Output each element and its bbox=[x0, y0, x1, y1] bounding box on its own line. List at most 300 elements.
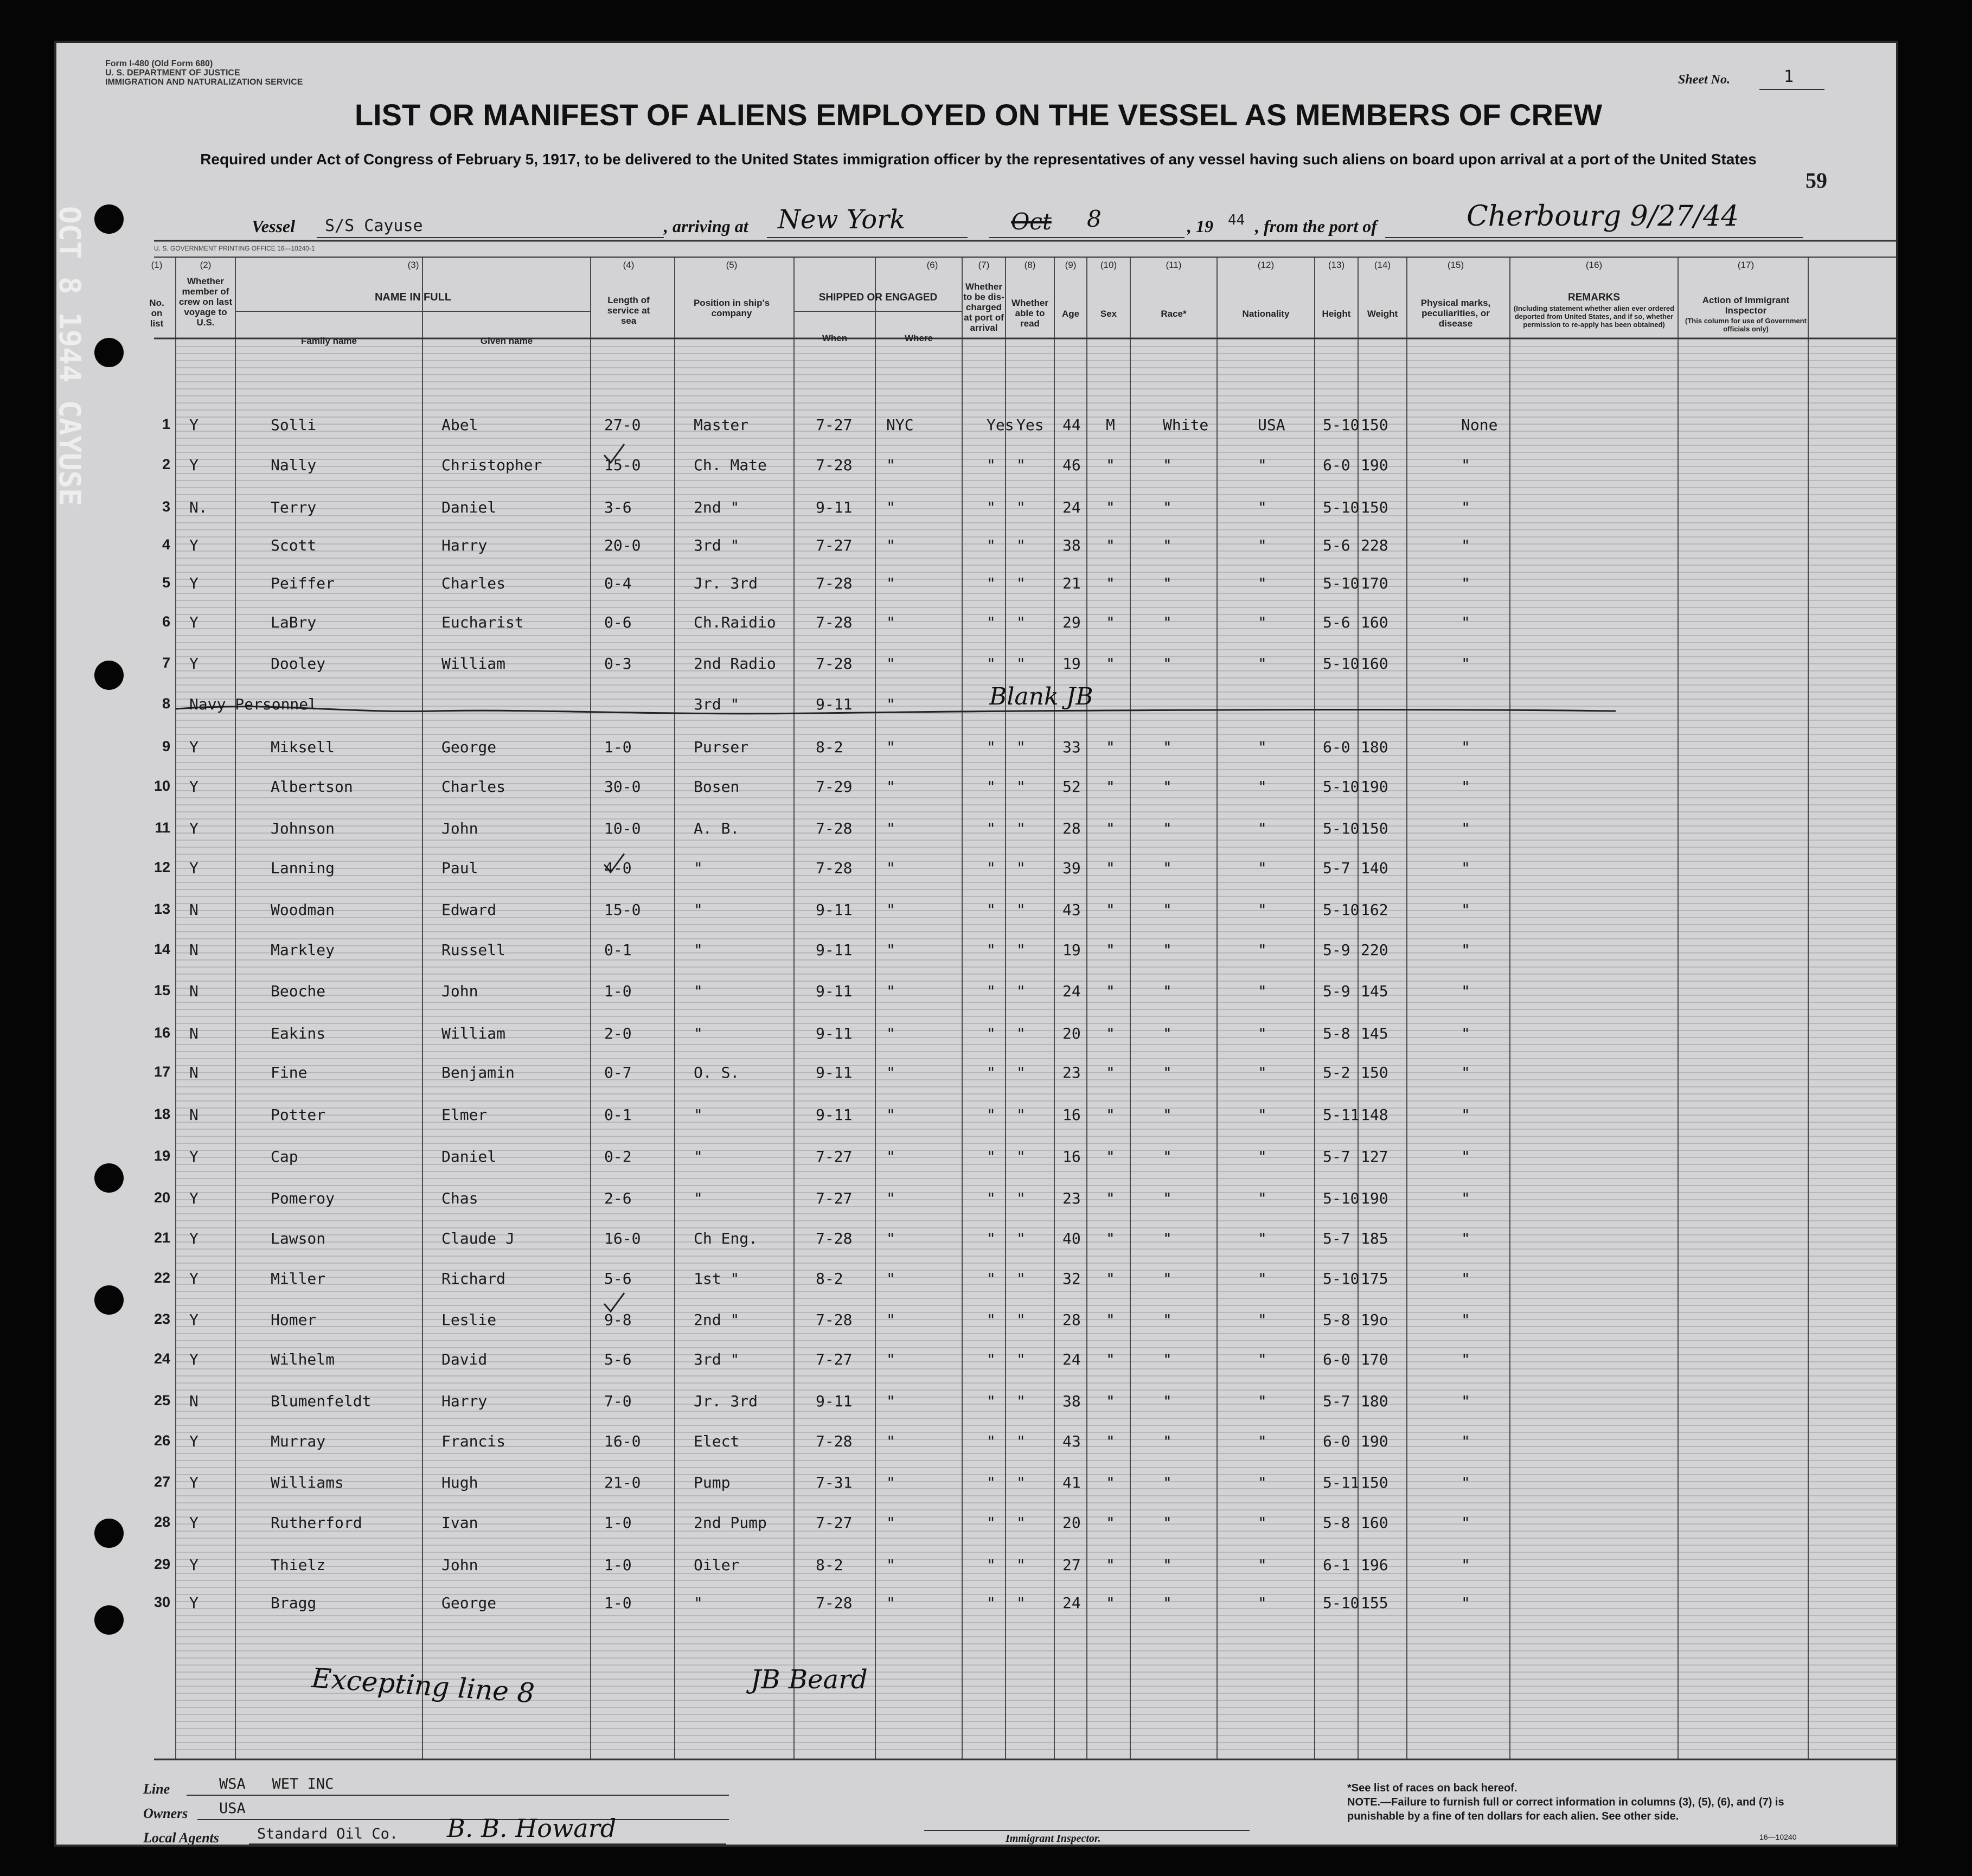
cell-no: 4 bbox=[162, 536, 170, 553]
cell-family: Eakins bbox=[271, 1025, 326, 1042]
cell-given: David bbox=[441, 1350, 488, 1368]
local-agents-value: Standard Oil Co. bbox=[257, 1826, 399, 1842]
local-agents-label: Local Agents bbox=[143, 1830, 219, 1846]
cell-given: William bbox=[441, 1025, 506, 1042]
cell-position: 3rd " bbox=[694, 536, 740, 554]
cell-no: 1 bbox=[162, 416, 170, 432]
cell-position: " bbox=[694, 1189, 703, 1207]
cell-where: " bbox=[886, 778, 895, 796]
cell-nationality: " bbox=[1258, 778, 1267, 796]
cell-given: Charles bbox=[441, 574, 506, 592]
cell-position: " bbox=[694, 941, 703, 959]
cell-race: " bbox=[1163, 982, 1172, 1000]
cell-read: " bbox=[1016, 1025, 1026, 1042]
cell-race: " bbox=[1163, 819, 1172, 837]
cell-no: 28 bbox=[153, 1514, 170, 1530]
cell-crew: Y bbox=[189, 536, 199, 554]
cell-age: 20 bbox=[1062, 1514, 1081, 1532]
races-note: *See list of races on back hereof. bbox=[1347, 1782, 1518, 1794]
cell-discharged: " bbox=[987, 819, 996, 837]
cell-where: " bbox=[886, 536, 895, 554]
cell-service: 27-0 bbox=[604, 416, 641, 434]
cell-race: " bbox=[1163, 1392, 1172, 1410]
cell-position: Purser bbox=[694, 738, 749, 756]
cell-family: Markley bbox=[271, 941, 335, 959]
header-race: Race* bbox=[1161, 309, 1187, 319]
cell-no: 8 bbox=[162, 695, 170, 712]
cell-family: Williams bbox=[271, 1474, 344, 1491]
cell-crew: Y bbox=[189, 1189, 199, 1207]
cell-weight: 140 bbox=[1361, 859, 1388, 877]
cell-nationality: " bbox=[1258, 982, 1267, 1000]
cell-position: " bbox=[694, 859, 703, 877]
cell-discharged: " bbox=[987, 1392, 996, 1410]
cell-height: 5-7 bbox=[1323, 859, 1350, 877]
cell-no: 11 bbox=[155, 819, 170, 836]
vessel-label: Vessel bbox=[252, 216, 295, 236]
cell-given: Claude J bbox=[441, 1230, 515, 1247]
cell-no: 3 bbox=[162, 498, 170, 515]
cell-age: 16 bbox=[1062, 1106, 1081, 1124]
cell-race: " bbox=[1163, 738, 1172, 756]
owners-value: USA bbox=[219, 1800, 246, 1817]
header-family-name: Family name bbox=[301, 336, 357, 346]
cell-nationality: " bbox=[1258, 1189, 1267, 1207]
cell-marks: " bbox=[1461, 1106, 1470, 1124]
cell-where: " bbox=[886, 1392, 895, 1410]
cell-age: 32 bbox=[1062, 1270, 1081, 1288]
from-port-label: , from the port of bbox=[1255, 216, 1377, 236]
column-number: (11) bbox=[1166, 260, 1182, 270]
cell-where: " bbox=[886, 498, 895, 516]
cell-sex: " bbox=[1106, 1106, 1115, 1124]
cell-discharged: " bbox=[987, 1514, 996, 1532]
cell-marks: " bbox=[1461, 1392, 1470, 1410]
binder-hole bbox=[94, 1519, 124, 1548]
cell-age: 24 bbox=[1062, 1350, 1081, 1368]
cell-discharged: Yes bbox=[987, 416, 1014, 434]
cell-race: " bbox=[1163, 778, 1172, 796]
cell-discharged: " bbox=[987, 778, 996, 796]
cell-sex: " bbox=[1106, 982, 1115, 1000]
cell-weight: 175 bbox=[1361, 1270, 1388, 1288]
cell-crew: Y bbox=[189, 1270, 199, 1288]
cell-weight: 190 bbox=[1361, 1432, 1388, 1450]
cell-race: " bbox=[1163, 536, 1172, 554]
header-name-in-full: NAME IN FULL bbox=[374, 291, 452, 303]
cell-given: Benjamin bbox=[441, 1064, 515, 1081]
header-crew-last-voyage: Whether member of crew on last voyage to U.S. bbox=[178, 276, 233, 328]
cell-family: Dooley bbox=[271, 655, 326, 673]
cell-age: 43 bbox=[1062, 1432, 1081, 1450]
cell-height: 6-0 bbox=[1323, 456, 1350, 474]
cell-nationality: " bbox=[1258, 574, 1267, 592]
inspector-label: Immigrant Inspector. bbox=[1006, 1833, 1101, 1845]
cell-sex: " bbox=[1106, 1311, 1115, 1329]
cell-position: 2nd " bbox=[694, 498, 740, 516]
cell-nationality: " bbox=[1258, 1392, 1267, 1410]
cell-marks: " bbox=[1461, 1230, 1470, 1247]
cell-nationality: " bbox=[1258, 1106, 1267, 1124]
cell-nationality: " bbox=[1258, 819, 1267, 837]
cell-family: Blumenfeldt bbox=[271, 1392, 372, 1410]
cell-given: Harry bbox=[441, 1392, 488, 1410]
cell-discharged: " bbox=[987, 1189, 996, 1207]
cell-crew: Y bbox=[189, 613, 199, 631]
from-port-underline bbox=[1385, 237, 1803, 238]
cell-marks: " bbox=[1461, 1064, 1470, 1081]
cell-marks: " bbox=[1461, 901, 1470, 919]
cell-height: 5-10 bbox=[1323, 901, 1360, 919]
cell-sex: " bbox=[1106, 1556, 1115, 1574]
header-when: When bbox=[822, 333, 848, 343]
manifest-sheet bbox=[54, 41, 1898, 1847]
cell-no: 23 bbox=[153, 1311, 170, 1327]
cell-service: 4-0 bbox=[604, 859, 632, 877]
cell-position: Jr. 3rd bbox=[694, 574, 758, 592]
cell-nationality: " bbox=[1258, 613, 1267, 631]
cell-race: " bbox=[1163, 1556, 1172, 1574]
cell-height: 5-7 bbox=[1323, 1230, 1350, 1247]
cell-no: 30 bbox=[153, 1594, 170, 1610]
cell-family: Nally bbox=[271, 456, 317, 474]
cell-when: 9-11 bbox=[816, 1106, 853, 1124]
cell-race: " bbox=[1163, 941, 1172, 959]
cell-age: 43 bbox=[1062, 901, 1081, 919]
cell-marks: " bbox=[1461, 1311, 1470, 1329]
cell-read: " bbox=[1016, 456, 1026, 474]
cell-crew: Y bbox=[189, 1432, 199, 1450]
excepting-line-note: Excepting line 8 bbox=[310, 1662, 536, 1709]
cell-family: Miller bbox=[271, 1270, 326, 1288]
cell-no: 27 bbox=[153, 1474, 170, 1490]
cell-age: 29 bbox=[1062, 613, 1081, 631]
cell-nationality: " bbox=[1258, 1350, 1267, 1368]
cell-read: " bbox=[1016, 901, 1026, 919]
cell-height: 5-9 bbox=[1323, 982, 1350, 1000]
cell-service: 7-0 bbox=[604, 1392, 632, 1410]
cell-race: " bbox=[1163, 1270, 1172, 1288]
cell-weight: 196 bbox=[1361, 1556, 1388, 1574]
cell-age: 33 bbox=[1062, 738, 1081, 756]
cell-no: 13 bbox=[153, 901, 170, 917]
cell-family: Peiffer bbox=[271, 574, 335, 592]
cell-nationality: " bbox=[1258, 1432, 1267, 1450]
cell-read: " bbox=[1016, 941, 1026, 959]
cell-position: Ch.Raidio bbox=[694, 613, 776, 631]
cell-height: 6-0 bbox=[1323, 738, 1350, 756]
cell-nationality: " bbox=[1258, 941, 1267, 959]
cell-age: 24 bbox=[1062, 1594, 1081, 1612]
cell-age: 38 bbox=[1062, 536, 1081, 554]
cell-where: " bbox=[886, 1230, 895, 1247]
cell-position: 3rd " bbox=[694, 1350, 740, 1368]
cell-where: " bbox=[886, 941, 895, 959]
cell-sex: " bbox=[1106, 941, 1115, 959]
cell-no: 7 bbox=[162, 655, 170, 671]
cell-given: Chas bbox=[441, 1189, 478, 1207]
cell-family: Thielz bbox=[271, 1556, 326, 1574]
cell-read: " bbox=[1016, 498, 1026, 516]
header-where: Where bbox=[905, 333, 933, 343]
cell-sex: " bbox=[1106, 498, 1115, 516]
cell-where: " bbox=[886, 1594, 895, 1612]
cell-family: Fine bbox=[271, 1064, 308, 1081]
cell-age: 41 bbox=[1062, 1474, 1081, 1491]
cell-crew: Y bbox=[189, 655, 199, 673]
binder-hole bbox=[94, 338, 124, 367]
sheet-number-value: 1 bbox=[1784, 67, 1794, 86]
cell-read: " bbox=[1016, 1474, 1026, 1491]
cell-when: 7-28 bbox=[816, 859, 853, 877]
cell-service: 30-0 bbox=[604, 778, 641, 796]
cell-sex: M bbox=[1106, 416, 1115, 434]
cell-crew: N bbox=[189, 1064, 199, 1081]
cell-weight: 160 bbox=[1361, 1514, 1388, 1532]
cell-weight: 160 bbox=[1361, 613, 1388, 631]
cell-family: Rutherford bbox=[271, 1514, 362, 1532]
cell-crew: Y bbox=[189, 1556, 199, 1574]
cell-crew: N bbox=[189, 901, 199, 919]
cell-when: 7-28 bbox=[816, 613, 853, 631]
cell-discharged: " bbox=[987, 1432, 996, 1450]
cell-position: O. S. bbox=[694, 1064, 740, 1081]
cell-service: 21-0 bbox=[604, 1474, 641, 1491]
cell-no: 25 bbox=[153, 1392, 170, 1408]
cell-position: " bbox=[694, 1594, 703, 1612]
cell-given: Edward bbox=[441, 901, 497, 919]
cell-position: " bbox=[694, 901, 703, 919]
cell-height: 5-10 bbox=[1323, 819, 1360, 837]
cell-sex: " bbox=[1106, 613, 1115, 631]
cell-crew: Y bbox=[189, 738, 199, 756]
cell-family: Bragg bbox=[271, 1594, 317, 1612]
year-prefix: , 19 bbox=[1187, 216, 1213, 236]
cell-where: " bbox=[886, 1432, 895, 1450]
cell-discharged: " bbox=[987, 1556, 996, 1574]
cell-service: 16-0 bbox=[604, 1230, 641, 1247]
header-able-to-read: Whether able to read bbox=[1011, 298, 1048, 329]
cell-sex: " bbox=[1106, 1474, 1115, 1491]
cell-when: 7-27 bbox=[816, 536, 853, 554]
cell-given: John bbox=[441, 1556, 478, 1574]
cell-nationality: " bbox=[1258, 1148, 1267, 1166]
cell-family: Johnson bbox=[271, 819, 335, 837]
cell-age: 21 bbox=[1062, 574, 1081, 592]
arrival-day: 8 bbox=[1087, 206, 1102, 232]
cell-no: 15 bbox=[153, 982, 170, 998]
cell-weight: 155 bbox=[1361, 1594, 1388, 1612]
cell-when: 9-11 bbox=[816, 695, 853, 713]
cell-family: Solli bbox=[271, 416, 317, 434]
cell-race: " bbox=[1163, 655, 1172, 673]
cell-read: " bbox=[1016, 778, 1026, 796]
cell-read: " bbox=[1016, 819, 1026, 837]
header-action-note: (This column for use of Government officials only) bbox=[1685, 317, 1807, 333]
header-shipped-engaged: SHIPPED OR ENGAGED bbox=[818, 292, 938, 303]
header-to-be-discharged: Whether to be dis-charged at port of arrival bbox=[963, 281, 1004, 333]
cell-crew: Navy Personnel bbox=[189, 695, 318, 713]
cell-position: Ch Eng. bbox=[694, 1230, 758, 1247]
cell-weight: 148 bbox=[1361, 1106, 1388, 1124]
column-number: (1) bbox=[151, 260, 163, 270]
cell-when: 7-28 bbox=[816, 456, 853, 474]
header-no-on-list: No. on list bbox=[149, 298, 164, 329]
header-age: Age bbox=[1061, 309, 1080, 319]
cell-when: 8-2 bbox=[816, 738, 843, 756]
cell-sex: " bbox=[1106, 778, 1115, 796]
header-action: Action of Immigrant Inspector bbox=[1702, 295, 1790, 316]
header-length-of-service: Length of service at sea bbox=[607, 295, 650, 326]
cell-service: 1-0 bbox=[604, 1594, 632, 1612]
cell-position: Jr. 3rd bbox=[694, 1392, 758, 1410]
cell-no: 14 bbox=[153, 941, 170, 957]
cell-discharged: " bbox=[987, 613, 996, 631]
cell-weight: 150 bbox=[1361, 819, 1388, 837]
cell-height: 5-10 bbox=[1323, 1270, 1360, 1288]
cell-marks: " bbox=[1461, 456, 1470, 474]
cell-position: " bbox=[694, 982, 703, 1000]
cell-discharged: " bbox=[987, 1025, 996, 1042]
form-id: Form I-480 (Old Form 680) bbox=[105, 59, 213, 68]
cell-where: " bbox=[886, 655, 895, 673]
cell-age: 52 bbox=[1062, 778, 1081, 796]
cell-when: 9-11 bbox=[816, 498, 853, 516]
cell-family: Albertson bbox=[271, 778, 353, 796]
cell-age: 16 bbox=[1062, 1148, 1081, 1166]
cell-race: " bbox=[1163, 859, 1172, 877]
column-number: (15) bbox=[1447, 260, 1464, 270]
cell-read: " bbox=[1016, 1270, 1026, 1288]
header-weight: Weight bbox=[1367, 309, 1398, 319]
year-suffix: 44 bbox=[1228, 212, 1245, 228]
cell-sex: " bbox=[1106, 1148, 1115, 1166]
cell-age: 19 bbox=[1062, 655, 1081, 673]
cell-discharged: " bbox=[987, 574, 996, 592]
cell-family: Woodman bbox=[271, 901, 335, 919]
sheet-number-label: Sheet No. bbox=[1678, 73, 1730, 87]
cell-age: 28 bbox=[1062, 819, 1081, 837]
cell-when: 7-29 bbox=[816, 778, 853, 796]
date-underline bbox=[989, 237, 1185, 238]
cell-marks: " bbox=[1461, 1594, 1470, 1612]
cell-service: 0-3 bbox=[604, 655, 632, 673]
cell-height: 5-8 bbox=[1323, 1311, 1350, 1329]
cell-discharged: " bbox=[987, 498, 996, 516]
cell-where: " bbox=[886, 695, 895, 713]
cell-nationality: " bbox=[1258, 1311, 1267, 1329]
cell-read: " bbox=[1016, 1514, 1026, 1532]
cell-where: " bbox=[886, 1474, 895, 1491]
cell-discharged: " bbox=[987, 536, 996, 554]
cell-height: 5-10 bbox=[1323, 778, 1360, 796]
header-sex: Sex bbox=[1100, 309, 1117, 319]
cell-position: Bosen bbox=[694, 778, 740, 796]
cell-position: 3rd " bbox=[694, 695, 740, 713]
cell-service: 1-0 bbox=[604, 1514, 632, 1532]
cell-discharged: " bbox=[987, 1270, 996, 1288]
cell-race: " bbox=[1163, 1230, 1172, 1247]
vessel-name: S/S Cayuse bbox=[325, 216, 423, 235]
cell-position: 2nd Radio bbox=[694, 655, 776, 673]
column-number: (2) bbox=[200, 260, 212, 270]
cell-no: 10 bbox=[153, 778, 170, 794]
cell-age: 39 bbox=[1062, 859, 1081, 877]
cell-position: 2nd Pump bbox=[694, 1514, 767, 1532]
cell-marks: " bbox=[1461, 859, 1470, 877]
cell-age: 38 bbox=[1062, 1392, 1081, 1410]
cell-no: 18 bbox=[153, 1106, 170, 1122]
cell-height: 5-7 bbox=[1323, 1392, 1350, 1410]
cell-crew: Y bbox=[189, 1311, 199, 1329]
cell-read: " bbox=[1016, 574, 1026, 592]
cell-nationality: " bbox=[1258, 1064, 1267, 1081]
printing-office: U. S. GOVERNMENT PRINTING OFFICE 16—10240-1 bbox=[154, 245, 315, 252]
cell-discharged: " bbox=[987, 1230, 996, 1247]
cell-no: 19 bbox=[153, 1148, 170, 1164]
arriving-label: , arriving at bbox=[664, 216, 748, 236]
cell-read: " bbox=[1016, 1148, 1026, 1166]
cell-nationality: " bbox=[1258, 1474, 1267, 1491]
cell-no: 6 bbox=[162, 613, 170, 630]
cell-nationality: " bbox=[1258, 456, 1267, 474]
cell-family: Miksell bbox=[271, 738, 335, 756]
cell-marks: " bbox=[1461, 1189, 1470, 1207]
column-number: (9) bbox=[1065, 260, 1077, 270]
cell-crew: Y bbox=[189, 1350, 199, 1368]
cell-position: Pump bbox=[694, 1474, 731, 1491]
cell-race: " bbox=[1163, 1474, 1172, 1491]
cell-discharged: " bbox=[987, 1148, 996, 1166]
cell-marks: " bbox=[1461, 1556, 1470, 1574]
cell-when: 7-28 bbox=[816, 819, 853, 837]
header-height: Height bbox=[1322, 309, 1351, 319]
cell-weight: 162 bbox=[1361, 901, 1388, 919]
arriving-port: New York bbox=[778, 204, 906, 235]
cell-race: " bbox=[1163, 574, 1172, 592]
cell-given: Richard bbox=[441, 1270, 506, 1288]
cell-given: Elmer bbox=[441, 1106, 488, 1124]
cell-read: " bbox=[1016, 1311, 1026, 1329]
cell-service: 2-0 bbox=[604, 1025, 632, 1042]
cell-position: A. B. bbox=[694, 819, 740, 837]
cell-weight: 180 bbox=[1361, 1392, 1388, 1410]
cell-where: " bbox=[886, 574, 895, 592]
cell-height: 6-0 bbox=[1323, 1350, 1350, 1368]
column-number: (5) bbox=[726, 260, 738, 270]
cell-given: William bbox=[441, 655, 506, 673]
cell-where: " bbox=[886, 1189, 895, 1207]
cell-weight: 185 bbox=[1361, 1230, 1388, 1247]
cell-race: " bbox=[1163, 1514, 1172, 1532]
cell-age: 19 bbox=[1062, 941, 1081, 959]
cell-where: " bbox=[886, 1025, 895, 1042]
cell-height: 5-10 bbox=[1323, 416, 1360, 434]
cell-discharged: " bbox=[987, 859, 996, 877]
cell-where: NYC bbox=[886, 416, 914, 434]
cell-where: " bbox=[886, 1556, 895, 1574]
cell-age: 20 bbox=[1062, 1025, 1081, 1042]
line-label: Line bbox=[143, 1781, 170, 1797]
cell-height: 5-8 bbox=[1323, 1514, 1350, 1532]
cell-weight: 150 bbox=[1361, 498, 1388, 516]
cell-family: Murray bbox=[271, 1432, 326, 1450]
cell-family: Cap bbox=[271, 1148, 298, 1166]
cell-marks: " bbox=[1461, 982, 1470, 1000]
cell-nationality: " bbox=[1258, 1270, 1267, 1288]
arrival-month: Oct bbox=[1011, 208, 1052, 235]
cell-when: 9-11 bbox=[816, 1064, 853, 1081]
